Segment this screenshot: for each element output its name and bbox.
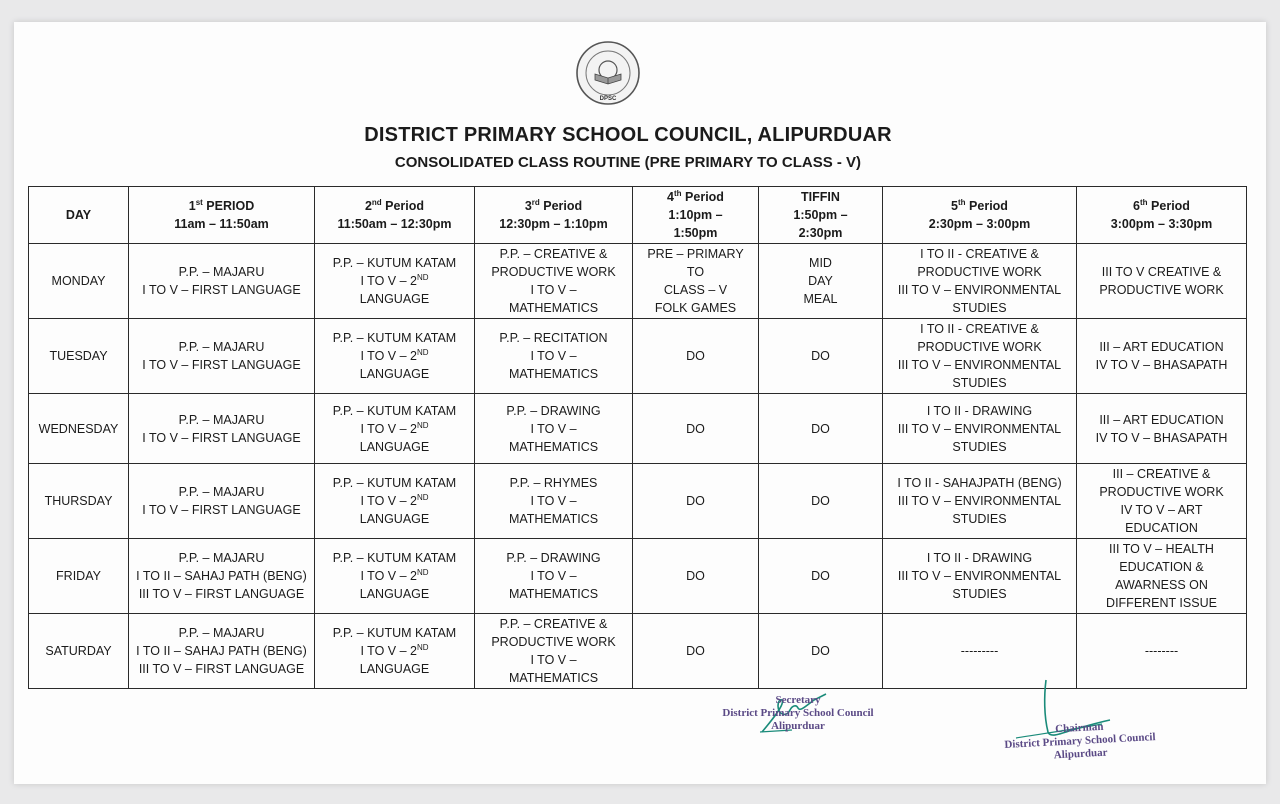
- period-cell: [1077, 539, 1247, 614]
- day-cell: SATURDAY: [29, 614, 129, 689]
- cell-line: I TO V – FIRST LANGUAGE: [142, 358, 301, 372]
- cell-line: STUDIES: [952, 301, 1007, 315]
- cell-line: DO: [686, 494, 705, 508]
- cell-line: EDUCATION: [1125, 521, 1198, 535]
- cell-line: I TO II – SAHAJ PATH (BENG): [136, 644, 307, 658]
- cell-line: EDUCATION &: [1119, 560, 1204, 574]
- column-header: [315, 187, 475, 244]
- period-cell: [475, 539, 633, 614]
- period-cell: [315, 614, 475, 689]
- period-cell: [315, 244, 475, 319]
- cell-line: IV TO V – BHASAPATH: [1095, 430, 1228, 445]
- cell-line: P.P. – MAJARU: [178, 265, 265, 279]
- cell-line: III TO V – HEALTH: [1109, 542, 1214, 556]
- period-cell: [129, 319, 315, 394]
- cell-line: LANGUAGE: [359, 439, 430, 454]
- cell-line: P.P. – CREATIVE &: [499, 247, 608, 261]
- cell-line: 1:10pm –: [668, 208, 723, 222]
- cell-line: STUDIES: [952, 439, 1007, 454]
- chairman-org: District Primary School Council: [1004, 731, 1156, 751]
- cell-line: P.P. – MAJARU: [178, 551, 265, 565]
- document-title: DISTRICT PRIMARY SCHOOL COUNCIL, ALIPURDUAR: [364, 124, 892, 146]
- council-emblem-logo: [575, 40, 641, 106]
- cell-line: DO: [811, 644, 830, 658]
- period-cell: [315, 539, 475, 614]
- period-cell: [129, 394, 315, 464]
- period-cell: [633, 394, 759, 464]
- cell-line: 2nd Period: [364, 197, 425, 213]
- period-cell: [1077, 244, 1247, 319]
- cell-line: 6th Period: [1133, 197, 1190, 213]
- cell-line: P.P. – RHYMES: [509, 476, 598, 490]
- table-row: [29, 319, 1247, 394]
- cell-line: I TO V –: [530, 569, 577, 583]
- cell-line: I TO II - CREATIVE &: [920, 322, 1039, 336]
- period-cell: [1077, 394, 1247, 464]
- cell-line: I TO II - DRAWING: [926, 551, 1033, 565]
- period-cell: [475, 394, 633, 464]
- cell-line: P.P. – DRAWING: [506, 551, 601, 565]
- cell-line: I TO II - SAHAJPATH (BENG): [897, 476, 1062, 490]
- document-subtitle: CONSOLIDATED CLASS ROUTINE (PRE PRIMARY TO CLASS - V): [394, 154, 862, 171]
- cell-line: LANGUAGE: [359, 367, 430, 381]
- cell-line: PRODUCTIVE WORK: [1099, 283, 1224, 297]
- cell-line: MID: [809, 256, 832, 270]
- cell-line: P.P. – KUTUM KATAM: [332, 551, 457, 565]
- cell-line: DO: [686, 644, 705, 658]
- secretary-place: Alipurduar: [771, 720, 825, 732]
- cell-line: I TO II - DRAWING: [926, 403, 1033, 418]
- cell-line: I TO V – FIRST LANGUAGE: [142, 430, 301, 445]
- day-cell: THURSDAY: [29, 464, 129, 539]
- cell-line: I TO V –: [530, 653, 577, 667]
- day-cell: FRIDAY: [29, 539, 129, 614]
- cell-line: STUDIES: [952, 512, 1007, 526]
- period-cell: [883, 244, 1077, 319]
- cell-line: III – ART EDUCATION: [1099, 412, 1224, 427]
- cell-line: I TO V – FIRST LANGUAGE: [142, 503, 301, 517]
- cell-line: P.P. – KUTUM KATAM: [332, 256, 457, 270]
- cell-line: MATHEMATICS: [508, 439, 599, 454]
- period-cell: [129, 539, 315, 614]
- cell-line: III TO V – FIRST LANGUAGE: [138, 587, 305, 601]
- cell-line: I TO V – 2ND: [360, 492, 429, 508]
- cell-line: IV TO V – ART: [1120, 503, 1203, 517]
- cell-line: DO: [811, 349, 830, 363]
- cell-line: III TO V – ENVIRONMENTAL: [897, 358, 1062, 372]
- day-cell: MONDAY: [29, 244, 129, 319]
- cell-line: CLASS – V: [663, 283, 728, 297]
- cell-line: 3rd Period: [524, 197, 583, 213]
- cell-line: I TO V –: [530, 494, 577, 508]
- cell-line: PRODUCTIVE WORK: [491, 265, 616, 279]
- cell-line: DO: [811, 494, 830, 508]
- secretary-signature-block: [706, 694, 890, 733]
- cell-line: LANGUAGE: [359, 587, 430, 601]
- table-header-row: [29, 187, 1247, 244]
- cell-line: I TO V – 2ND: [360, 642, 429, 658]
- cell-line: ---------: [960, 644, 999, 658]
- period-cell: [129, 244, 315, 319]
- cell-line: 2:30pm – 3:00pm: [928, 217, 1031, 231]
- cell-line: III TO V CREATIVE &: [1101, 265, 1222, 279]
- cell-line: STUDIES: [952, 587, 1007, 601]
- table-row: [29, 244, 1247, 319]
- period-cell: [1077, 464, 1247, 539]
- period-cell: [129, 614, 315, 689]
- period-cell: [633, 539, 759, 614]
- cell-line: I TO V –: [530, 421, 577, 436]
- secretary-org: District Primary School Council: [722, 707, 874, 719]
- chairman-title: Chairman: [1054, 720, 1104, 736]
- class-routine-table: [28, 186, 1247, 689]
- cell-line: LANGUAGE: [359, 512, 430, 526]
- cell-line: P.P. – CREATIVE &: [499, 617, 608, 631]
- period-cell: [759, 614, 883, 689]
- cell-line: P.P. – KUTUM KATAM: [332, 403, 457, 418]
- cell-line: III – ART EDUCATION: [1099, 340, 1224, 354]
- period-cell: [475, 319, 633, 394]
- cell-line: 1:50pm –: [793, 208, 848, 222]
- period-cell: [633, 614, 759, 689]
- period-cell: [475, 244, 633, 319]
- period-cell: [129, 464, 315, 539]
- emblem-text: DPSC: [599, 96, 617, 102]
- column-header: [1077, 187, 1247, 244]
- cell-line: TIFFIN: [801, 190, 840, 204]
- cell-line: PRODUCTIVE WORK: [917, 340, 1042, 354]
- cell-line: P.P. – KUTUM KATAM: [332, 626, 457, 640]
- cell-line: DO: [811, 569, 830, 583]
- cell-line: LANGUAGE: [359, 292, 430, 306]
- table-row: [29, 539, 1247, 614]
- period-cell: [475, 614, 633, 689]
- column-header: [883, 187, 1077, 244]
- cell-line: P.P. – MAJARU: [178, 340, 265, 354]
- cell-line: I TO V –: [530, 283, 577, 297]
- period-cell: [759, 539, 883, 614]
- cell-line: I TO V – 2ND: [360, 272, 429, 288]
- cell-line: DIFFERENT ISSUE: [1106, 596, 1217, 610]
- cell-line: DAY: [65, 208, 92, 222]
- period-cell: [633, 319, 759, 394]
- column-header: [129, 187, 315, 244]
- day-cell: TUESDAY: [29, 319, 129, 394]
- cell-line: P.P. – MAJARU: [178, 626, 265, 640]
- column-header: [633, 187, 759, 244]
- period-cell: [759, 394, 883, 464]
- cell-line: III TO V – FIRST LANGUAGE: [138, 662, 305, 676]
- period-cell: [315, 394, 475, 464]
- cell-line: P.P. – KUTUM KATAM: [332, 331, 457, 345]
- column-header: [29, 187, 129, 244]
- period-cell: [315, 319, 475, 394]
- cell-line: PRE – PRIMARY: [647, 247, 744, 261]
- cell-line: DO: [686, 349, 705, 363]
- day-cell: WEDNESDAY: [29, 394, 129, 464]
- cell-line: PRODUCTIVE WORK: [917, 265, 1042, 279]
- period-cell: [883, 319, 1077, 394]
- cell-line: IV TO V – BHASAPATH: [1095, 358, 1228, 372]
- cell-line: MATHEMATICS: [508, 301, 599, 315]
- period-cell: [883, 539, 1077, 614]
- cell-line: DO: [686, 569, 705, 583]
- period-cell: [883, 464, 1077, 539]
- cell-line: III TO V – ENVIRONMENTAL: [897, 421, 1062, 436]
- cell-line: --------: [1144, 644, 1179, 658]
- period-cell: [1077, 319, 1247, 394]
- cell-line: TO: [686, 265, 705, 279]
- cell-line: I TO V – 2ND: [360, 567, 429, 583]
- period-cell: [633, 464, 759, 539]
- cell-line: III TO V – ENVIRONMENTAL: [897, 494, 1062, 508]
- cell-line: 1st PERIOD: [188, 197, 255, 213]
- cell-line: 12:30pm – 1:10pm: [499, 217, 608, 231]
- cell-line: P.P. – RECITATION: [499, 331, 608, 345]
- period-cell: [315, 464, 475, 539]
- cell-line: I TO II – SAHAJ PATH (BENG): [136, 569, 307, 583]
- cell-line: I TO V –: [530, 349, 577, 363]
- cell-line: PRODUCTIVE WORK: [1099, 485, 1224, 499]
- cell-line: MATHEMATICS: [508, 367, 599, 381]
- period-cell: [475, 464, 633, 539]
- table-row: [29, 394, 1247, 464]
- period-cell: [759, 319, 883, 394]
- cell-line: 1:50pm: [673, 226, 718, 240]
- cell-line: P.P. – DRAWING: [506, 403, 601, 418]
- table-row: [29, 464, 1247, 539]
- cell-line: 5th Period: [951, 197, 1008, 213]
- cell-line: DO: [686, 421, 705, 436]
- cell-line: LANGUAGE: [359, 662, 430, 676]
- chairman-place: Alipurduar: [1053, 746, 1108, 762]
- cell-line: STUDIES: [952, 376, 1007, 390]
- cell-line: 3:00pm – 3:30pm: [1110, 217, 1213, 231]
- cell-line: FOLK GAMES: [654, 301, 737, 315]
- cell-line: 2:30pm: [798, 226, 843, 240]
- cell-line: III TO V – ENVIRONMENTAL: [897, 283, 1062, 297]
- cell-line: III TO V – ENVIRONMENTAL: [897, 569, 1062, 583]
- cell-line: 11:50am – 12:30pm: [337, 217, 452, 231]
- cell-line: PRODUCTIVE WORK: [491, 635, 616, 649]
- cell-line: P.P. – MAJARU: [178, 412, 265, 427]
- period-cell: [883, 394, 1077, 464]
- cell-line: P.P. – KUTUM KATAM: [332, 476, 457, 490]
- cell-line: DO: [811, 421, 830, 436]
- cell-line: AWARNESS ON: [1115, 578, 1208, 592]
- cell-line: I TO V – 2ND: [360, 420, 429, 436]
- cell-line: I TO II - CREATIVE &: [920, 247, 1039, 261]
- column-header: [759, 187, 883, 244]
- cell-line: MATHEMATICS: [508, 587, 599, 601]
- cell-line: P.P. – MAJARU: [178, 485, 265, 499]
- cell-line: DAY: [808, 274, 833, 288]
- cell-line: MEAL: [803, 292, 838, 306]
- cell-line: I TO V – FIRST LANGUAGE: [142, 283, 301, 297]
- period-cell: [759, 464, 883, 539]
- cell-line: III – CREATIVE &: [1112, 467, 1211, 481]
- cell-line: 11am – 11:50am: [174, 217, 269, 231]
- secretary-title: Secretary: [775, 694, 821, 706]
- cell-line: 4th Period: [667, 188, 724, 204]
- cell-line: I TO V – 2ND: [360, 347, 429, 363]
- period-cell: [759, 244, 883, 319]
- cell-line: MATHEMATICS: [508, 512, 599, 526]
- cell-line: MATHEMATICS: [508, 671, 599, 685]
- column-header: [475, 187, 633, 244]
- period-cell: [633, 244, 759, 319]
